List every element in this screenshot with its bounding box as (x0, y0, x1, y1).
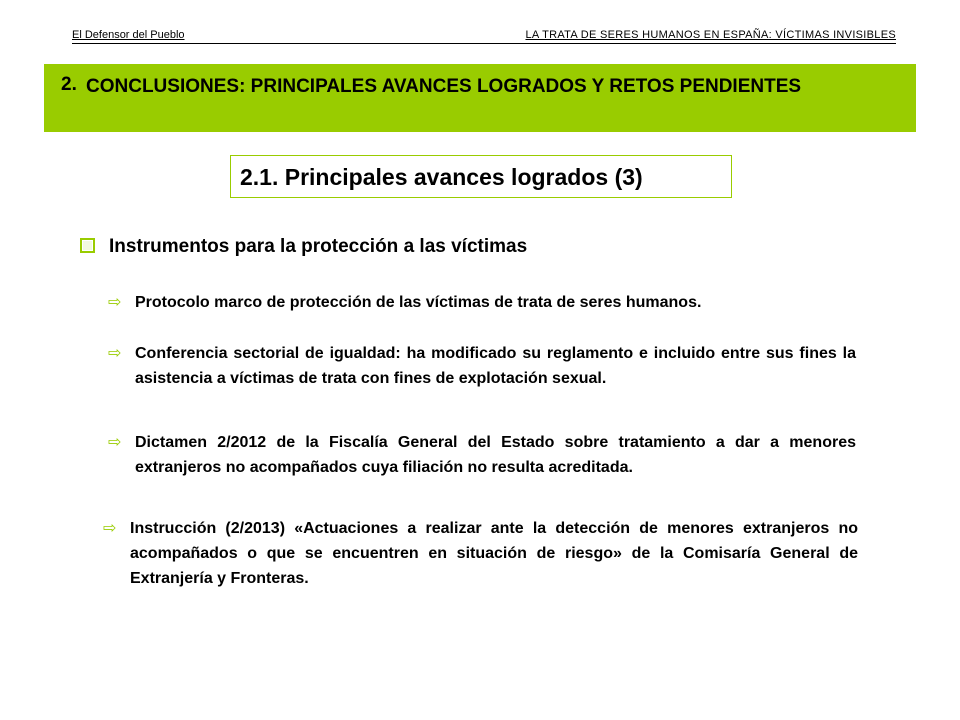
list-item-text: Conferencia sectorial de igualdad: ha modificado su reglamento e incluido entre sus fines la asistencia a víctimas de trata con fines de explotación sexual. (135, 345, 856, 387)
list-item (108, 341, 856, 391)
arrow-right-icon: ⇨ (108, 294, 122, 311)
banner-number: 2. (61, 74, 77, 95)
list-item (108, 430, 856, 480)
header-right-text: LA TRATA DE SERES HUMANOS EN ESPAÑA: VÍCTIMAS INVISIBLES (525, 29, 896, 41)
list-item-text: Dictamen 2/2012 de la Fiscalía General del Estado sobre tratamiento a dar a menores extranjeros no acompañados cuya filiación no resulta acreditada. (135, 434, 856, 476)
list-item (103, 516, 858, 591)
checkbox-icon (80, 238, 95, 253)
page-header (72, 29, 896, 44)
header-left-text: El Defensor del Pueblo (72, 29, 185, 41)
banner-title: CONCLUSIONES: PRINCIPALES AVANCES LOGRADOS Y RETOS PENDIENTES (86, 76, 802, 97)
subtitle-box (230, 155, 732, 198)
subtitle-text: 2.1. Principales avances logrados (3) (240, 164, 643, 190)
list-item (108, 290, 828, 315)
list-item-text: Protocolo marco de protección de las víctimas de trata de seres humanos. (135, 294, 702, 311)
section-heading (80, 236, 527, 258)
arrow-right-icon: ⇨ (108, 345, 122, 362)
section-title: Instrumentos para la protección a las víctimas (109, 236, 528, 257)
arrow-right-icon: ⇨ (103, 520, 117, 537)
list-item-text: Instrucción (2/2013) «Actuaciones a realizar ante la detección de menores extranjeros no acompañados o que se encuentren en situación de riesgo» de la Comisaría General de Extranjería y Fronteras. (130, 520, 858, 587)
section-banner (44, 64, 916, 132)
arrow-right-icon: ⇨ (108, 434, 122, 451)
